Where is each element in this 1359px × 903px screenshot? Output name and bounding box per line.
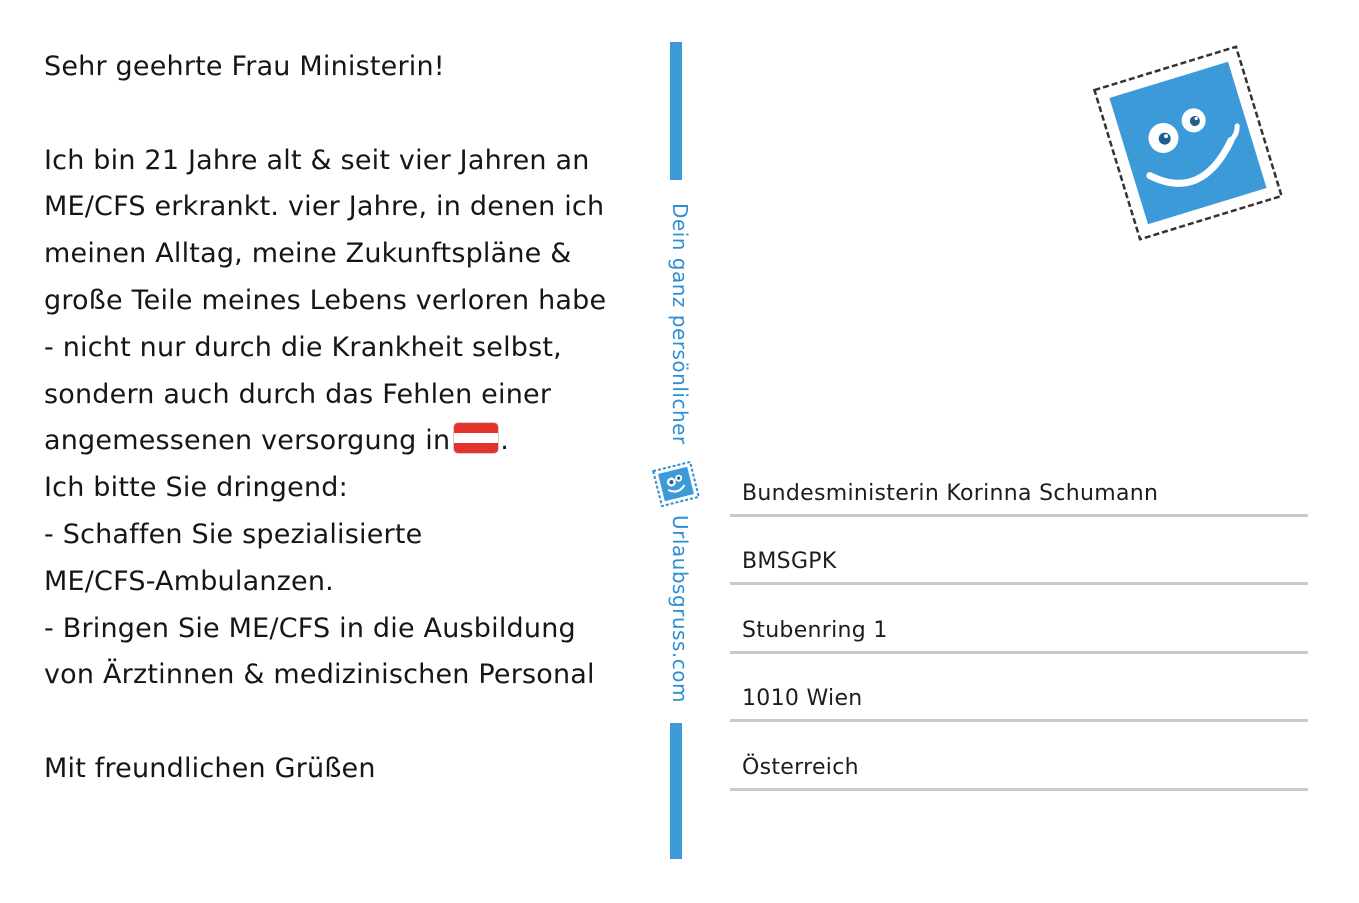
request-line: Ich bitte Sie dringend: [44, 472, 348, 504]
divider-text-top: Dein ganz persönlicher [668, 203, 692, 445]
address-text: BMSGPK [742, 549, 837, 574]
address-line [730, 517, 1308, 586]
body-line: sondern auch durch das Fehlen einer [44, 378, 552, 410]
address-text: 1010 Wien [742, 686, 863, 711]
address-line [730, 654, 1308, 723]
address-block [730, 448, 1308, 791]
address-text: Stubenring 1 [742, 617, 888, 643]
divider-bar-top [670, 42, 682, 180]
address-text: Österreich [742, 754, 859, 780]
austria-flag-icon [454, 423, 498, 453]
body-text: . [500, 425, 510, 457]
body-line-flag [44, 418, 659, 465]
body-line: meinen Alltag, meine Zukunftspläne & [44, 238, 572, 270]
message-text [44, 44, 659, 793]
spacer [44, 91, 659, 138]
request-line: von Ärztinnen & medizinischen Personal [44, 659, 595, 691]
address-text: Bundesministerin Korinna Schumann [742, 480, 1159, 506]
body-line: große Teile meines Lebens verloren habe [44, 284, 607, 316]
request-line: - Bringen Sie ME/CFS in die Ausbildung [44, 612, 576, 644]
address-line [730, 585, 1308, 654]
body-line: ME/CFS erkrankt. vier Jahre, in denen ich [44, 191, 605, 223]
salutation: Sehr geehrte Frau Ministerin! [44, 51, 445, 82]
smiley-stamp-icon [1080, 35, 1296, 251]
address-line [730, 448, 1308, 517]
request-line: ME/CFS-Ambulanzen. [44, 565, 334, 597]
mini-stamp-icon [651, 461, 701, 507]
request-line: - Schaffen Sie spezialisierte [44, 518, 423, 550]
closing: Mit freundlichen Grüßen [44, 752, 376, 784]
divider-text-bottom: Urlaubsgruss.com [668, 515, 692, 703]
body-line: Ich bin 21 Jahre alt & seit vier Jahren an [44, 144, 590, 176]
address-line [730, 722, 1308, 791]
divider-bar-bottom [670, 723, 682, 859]
body-line: - nicht nur durch die Krankheit selbst, [44, 331, 562, 363]
body-text: angemessenen versorgung in [44, 425, 451, 457]
spacer [44, 699, 659, 746]
